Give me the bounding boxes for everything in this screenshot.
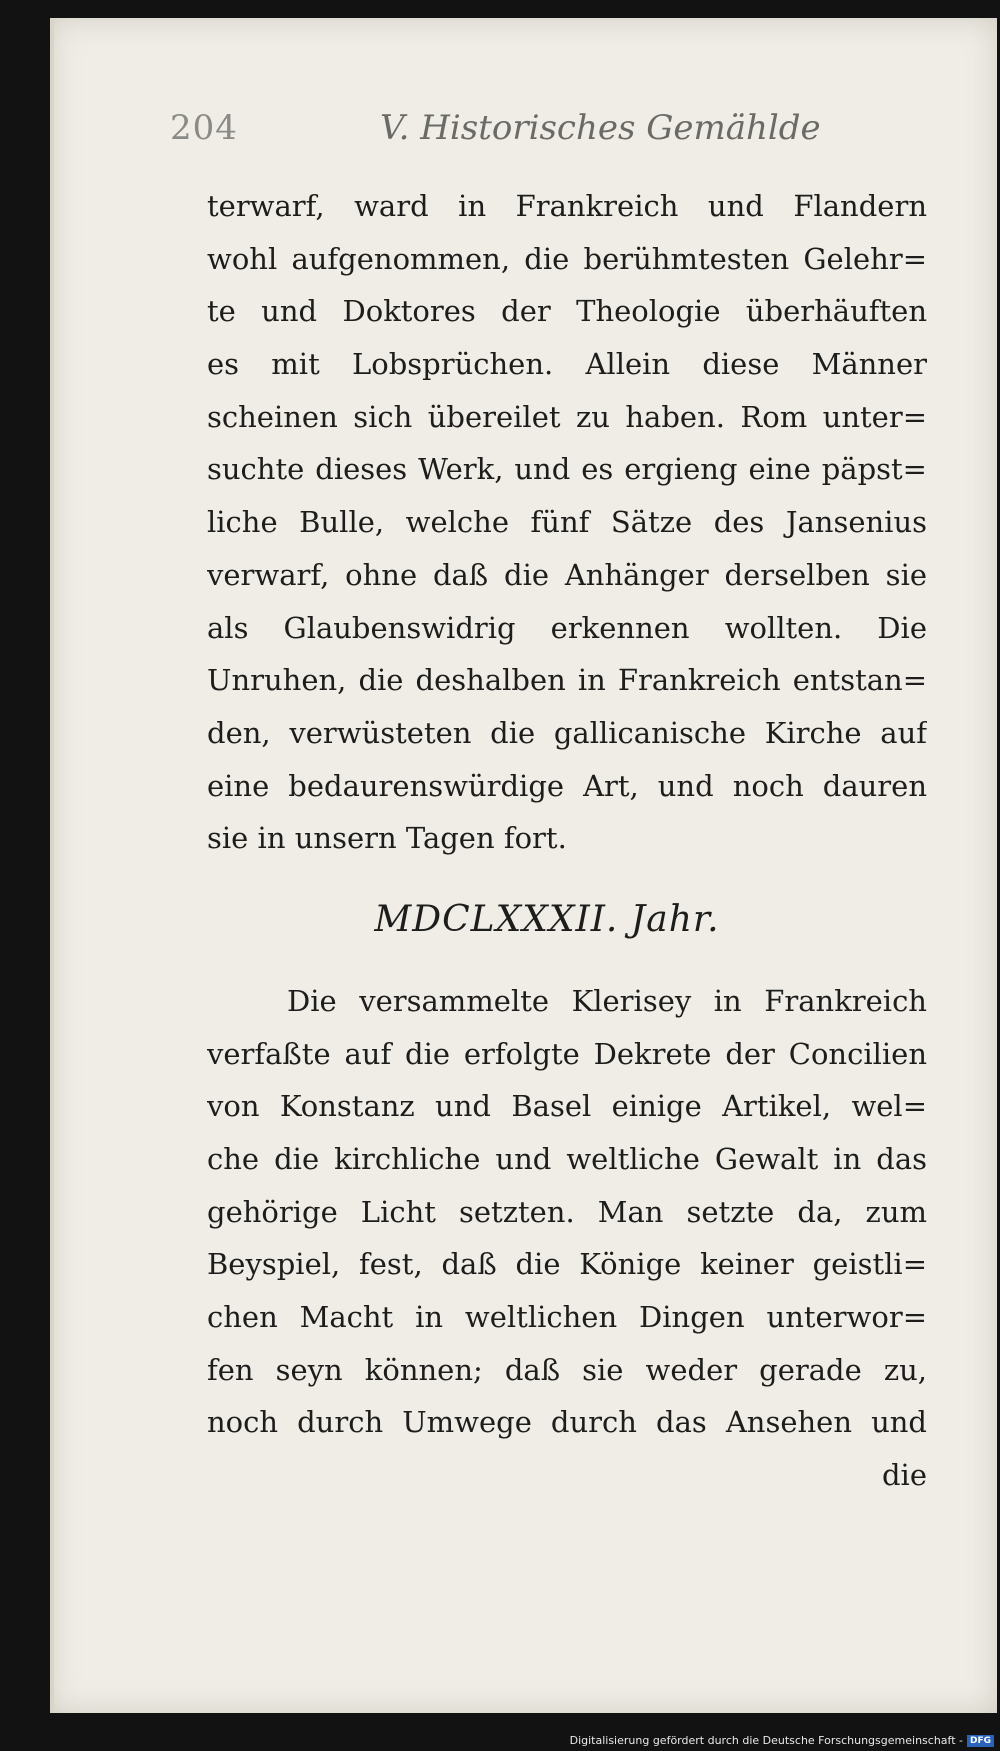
text-line: scheinen sich übereilet zu haben. Rom unter= [207,399,927,434]
text-line: verwarf, ohne daß die Anhänger derselben sie [207,557,927,592]
running-head: V. Historisches Gemählde [380,108,821,148]
text-line: chen Macht in weltlichen Dingen unterwor= [207,1300,927,1335]
digitization-footer [570,1734,994,1747]
text-line: verfaßte auf die erfolgte Dekrete der Concilien [207,1036,927,1071]
catchword: die [881,1458,927,1493]
paragraph-1 [207,180,927,865]
text-line: terwarf, ward in Frankreich und Flandern [207,189,927,223]
text-line: von Konstanz und Basel einige Artikel, wel= [207,1089,927,1124]
text-line: te und Doktores der Theologie überhäuften [207,294,927,329]
text-line: noch durch Umwege durch das Ansehen und [207,1405,927,1440]
text-line: che die kirchliche und weltliche Gewalt in das [207,1142,927,1176]
text-line: Die versammelte Klerisey in Frankreich [287,983,927,1018]
page-header [0,108,1000,152]
body-text [207,180,927,1502]
footer-text: Digitalisierung gefördert durch die Deutsche Forschungsgemeinschaft - [569,1734,963,1747]
text-line: suchte dieses Werk, und es ergieng eine päpst= [207,452,927,487]
text-line: fen seyn können; daß sie weder gerade zu, [207,1352,927,1387]
page-number: 204 [170,108,238,148]
text-line: wohl aufgenommen, die berühmtesten Gelehr= [207,241,927,276]
page-edge [50,18,54,1713]
paragraph-2 [207,975,927,1502]
text-line: liche Bulle, welche fünf Sätze des Jansenius [207,505,927,540]
dfg-logo-icon: DFG [967,1735,994,1747]
text-line: Beyspiel, fest, daß die Könige keiner geistli= [207,1247,927,1282]
text-line: eine bedaurenswürdige Art, und noch dauren [207,768,927,803]
section-heading: MDCLXXXII. Jahr. [374,898,720,940]
text-line: gehörige Licht setzten. Man setzte da, zum [207,1194,927,1229]
text-line: Unruhen, die deshalben in Frankreich entstan= [207,663,927,698]
text-line: es mit Lobsprüchen. Allein diese Männer [207,347,927,382]
text-line: den, verwüsteten die gallicanische Kirche auf [207,715,927,750]
text-line: sie in unsern Tagen fort. [207,821,567,856]
text-line: als Glaubenswidrig erkennen wollten. Die [207,610,927,645]
